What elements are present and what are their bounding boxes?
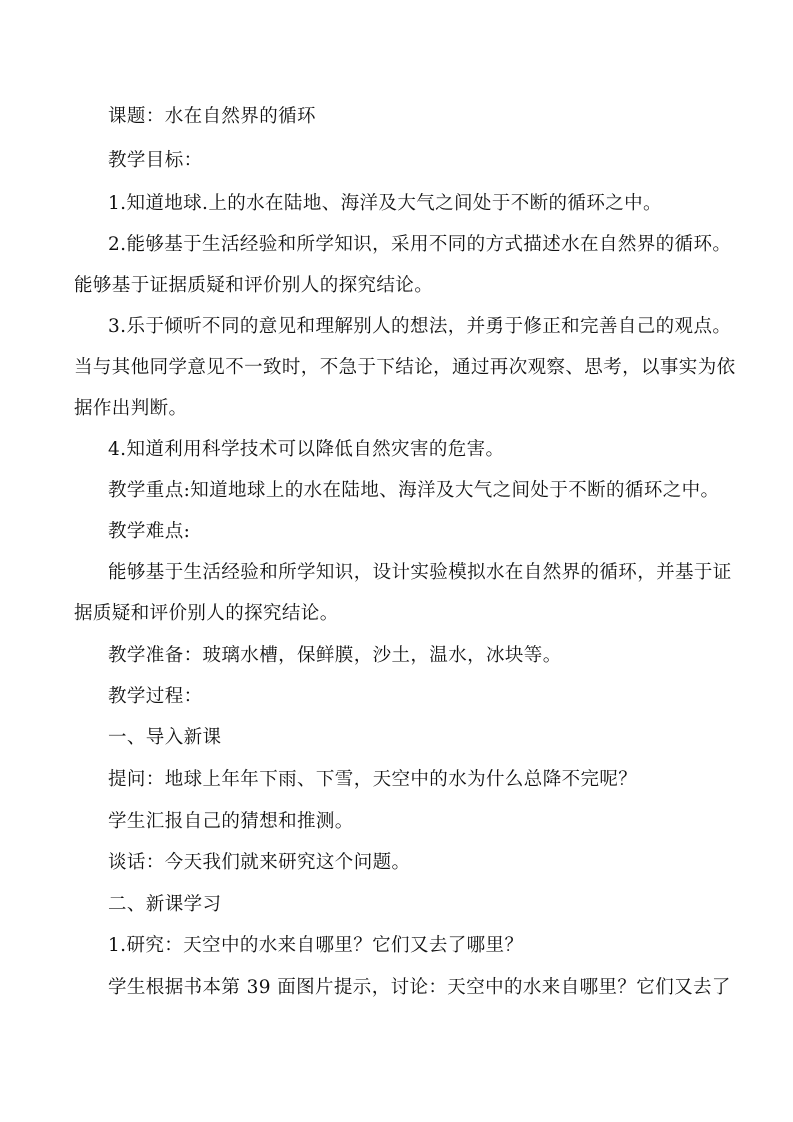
difficulty-heading: 教学难点: — [108, 521, 191, 542]
key-point: 教学重点:知道地球上的水在陆地、海洋及大气之间处于不断的循环之中。 — [108, 480, 720, 501]
process-heading: 教学过程： — [108, 686, 203, 707]
student-report: 学生汇报自己的猜想和推测。 — [108, 811, 354, 832]
objective-1: 1.知道地球.上的水在陆地、海洋及大气之间处于不断的循环之中。 — [108, 193, 662, 214]
difficulty-line-2: 据质疑和评价别人的探究结论。 — [74, 603, 339, 624]
section-2-heading: 二、新课学习 — [108, 894, 222, 915]
objectives-heading: 教学目标： — [108, 150, 203, 171]
preparation: 教学准备：玻璃水槽，保鲜膜，沙土，温水，冰块等。 — [108, 645, 562, 666]
question: 提问：地球上年年下雨、下雪，天空中的水为什么总降不完呢？ — [108, 769, 638, 790]
objective-2-line-1: 2.能够基于生活经验和所学知识，采用不同的方式描述水在自然界的循环。 — [108, 234, 732, 255]
difficulty-line-1: 能够基于生活经验和所学知识，设计实验模拟水在自然界的循环，并基于证 — [108, 562, 732, 583]
talk: 谈话：今天我们就来研究这个问题。 — [108, 852, 411, 873]
objective-3-line-3: 据作出判断。 — [74, 398, 188, 419]
lesson-title: 课题：水在自然界的循环 — [108, 106, 316, 127]
objective-2-line-2: 能够基于证据质疑和评价别人的探究结论。 — [74, 275, 434, 296]
objective-3-line-2: 当与其他同学意见不一致时，不急于下结论，通过再次观察、思考，以事实为依 — [74, 357, 736, 378]
section-1-heading: 一、导入新课 — [108, 727, 222, 748]
objective-3-line-1: 3.乐于倾听不同的意见和理解别人的想法，并勇于修正和完善自己的观点。 — [108, 316, 732, 337]
study-1: 1.研究：天空中的水来自哪里？它们又去了哪里？ — [108, 935, 524, 956]
objective-4: 4.知道利用科学技术可以降低自然灾害的危害。 — [108, 439, 505, 460]
study-1-detail: 学生根据书本第 39 面图片提示，讨论：天空中的水来自哪里？它们又去了 — [108, 977, 731, 998]
